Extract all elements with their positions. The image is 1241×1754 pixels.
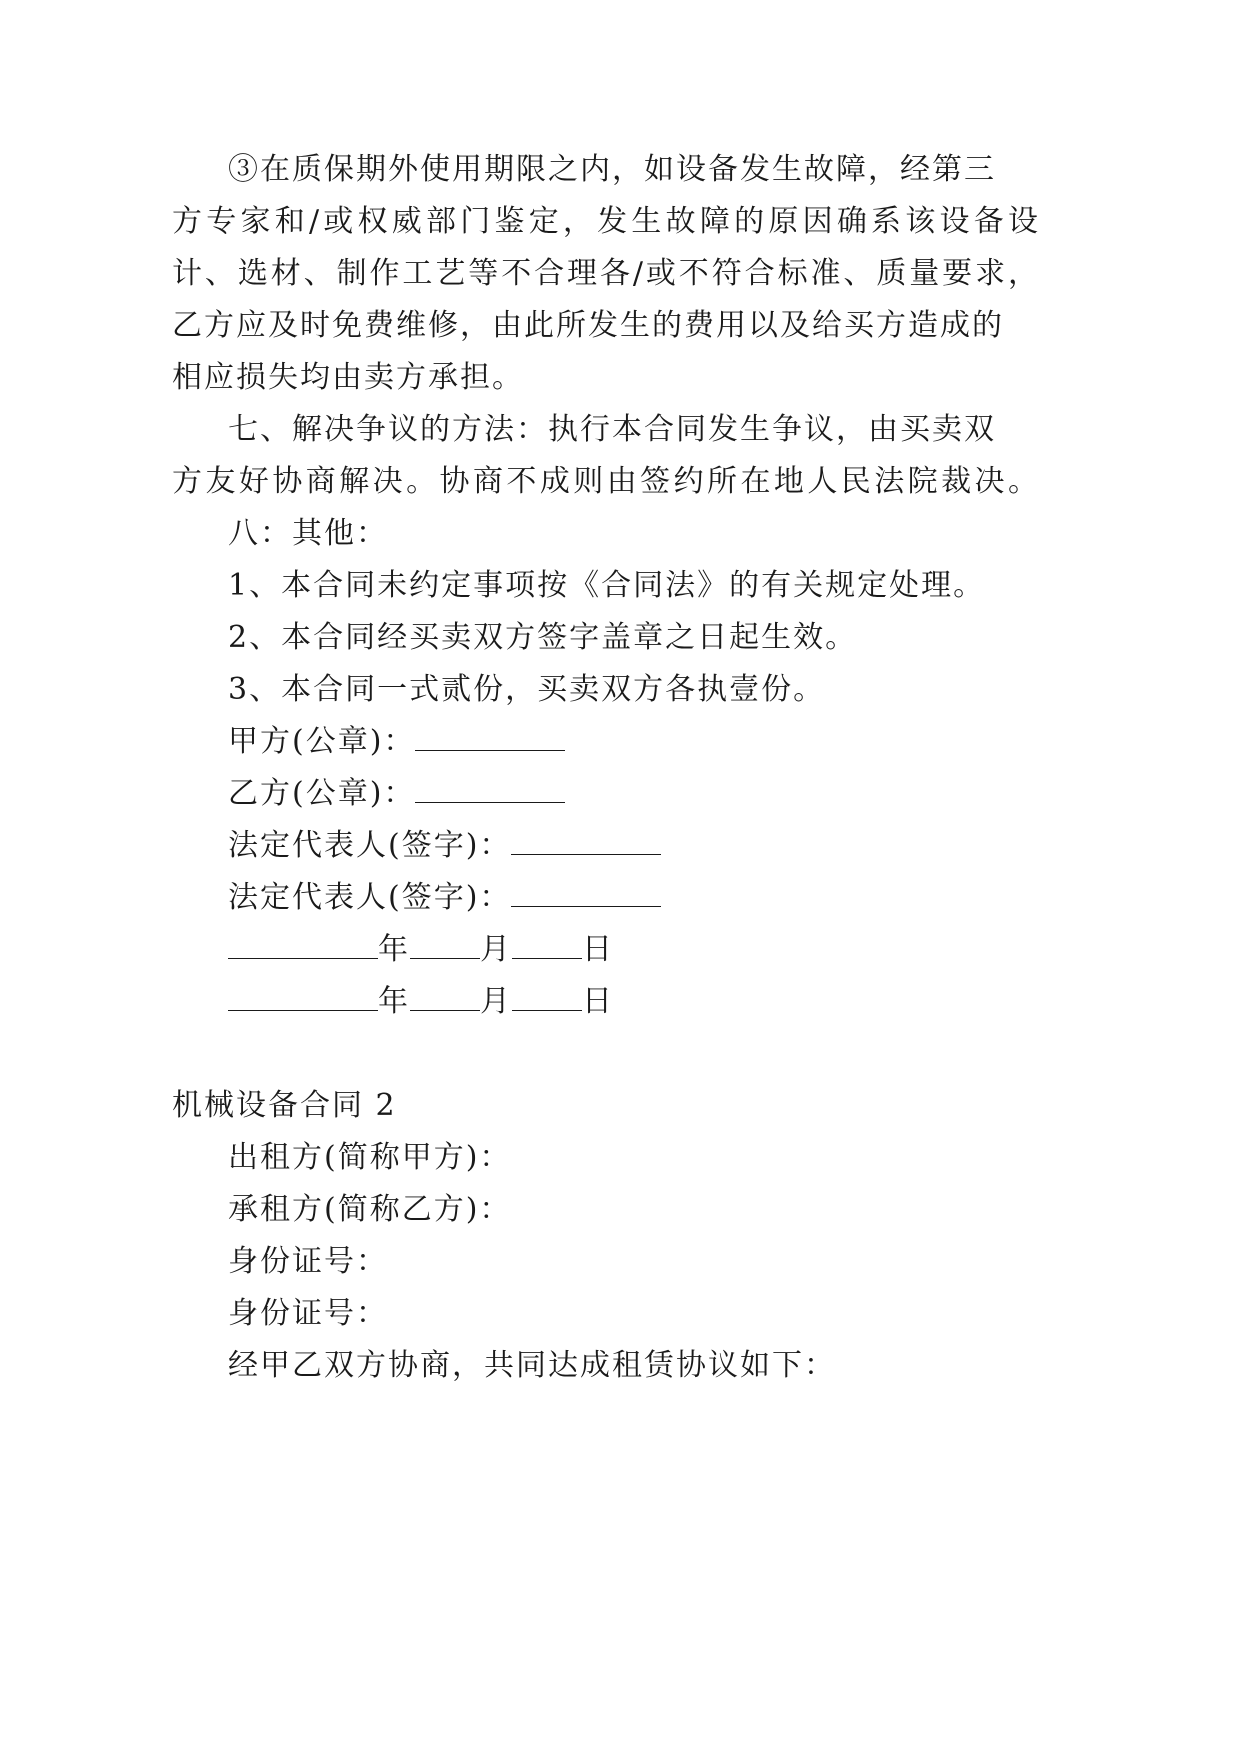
- year-label: 年: [378, 984, 410, 1019]
- day-blank: [512, 930, 582, 959]
- party-a-seal-line: [228, 722, 565, 762]
- legal-rep-2-line: [228, 878, 661, 918]
- legal-rep-1-line: [228, 826, 661, 866]
- day-label: 日: [582, 932, 614, 967]
- section-8-heading: 八：其他：: [228, 516, 388, 551]
- contract-2-title: 机械设备合同 2: [172, 1088, 397, 1123]
- clause-3-line-4: 乙方应及时免费维修，由此所发生的费用以及给买方造成的: [172, 308, 1004, 343]
- party-b-blank: [415, 774, 565, 803]
- legal-rep-2-label: 法定代表人(签字)：: [228, 880, 512, 915]
- legal-rep-1-blank: [511, 826, 661, 855]
- party-b-seal-line: [228, 774, 565, 814]
- year-label: 年: [378, 932, 410, 967]
- legal-rep-2-blank: [511, 878, 661, 907]
- year-blank: [228, 982, 378, 1011]
- agreement-intro: 经甲乙双方协商，共同达成租赁协议如下：: [228, 1348, 836, 1383]
- section-8-item-1: 1、本合同未约定事项按《合同法》的有关规定处理。: [228, 568, 986, 603]
- lessor-line: 出租方(简称甲方)：: [228, 1140, 512, 1175]
- party-a-label: 甲方(公章)：: [228, 724, 416, 759]
- section-8-item-3: 3、本合同一式贰份，买卖双方各执壹份。: [228, 672, 826, 707]
- month-blank: [410, 930, 480, 959]
- month-blank: [410, 982, 480, 1011]
- lessee-line: 承租方(简称乙方)：: [228, 1192, 512, 1227]
- date-line-1: [228, 930, 614, 970]
- party-b-label: 乙方(公章)：: [228, 776, 416, 811]
- date-line-2: [228, 982, 614, 1022]
- day-blank: [512, 982, 582, 1011]
- clause-3-line-5: 相应损失均由卖方承担。: [172, 360, 524, 395]
- month-label: 月: [480, 932, 512, 967]
- party-a-blank: [415, 722, 565, 751]
- legal-rep-1-label: 法定代表人(签字)：: [228, 828, 512, 863]
- clause-3-line-1: ③在质保期外使用期限之内，如设备发生故障，经第三: [228, 152, 996, 187]
- id-number-line-2: 身份证号：: [228, 1296, 388, 1331]
- section-7-line-1: 七、解决争议的方法：执行本合同发生争议，由买卖双: [228, 412, 996, 447]
- section-8-item-2: 2、本合同经买卖双方签字盖章之日起生效。: [228, 620, 858, 655]
- day-label: 日: [582, 984, 614, 1019]
- clause-3-line-2: 方专家和/或权威部门鉴定，发生故障的原因确系该设备设: [172, 204, 1040, 239]
- clause-3-line-3: 计、选材、制作工艺等不合理各/或不符合标准、质量要求，: [172, 256, 1040, 291]
- id-number-line-1: 身份证号：: [228, 1244, 388, 1279]
- section-7-line-2: 方友好协商解决。协商不成则由签约所在地人民法院裁决。: [172, 464, 1040, 499]
- month-label: 月: [480, 984, 512, 1019]
- year-blank: [228, 930, 378, 959]
